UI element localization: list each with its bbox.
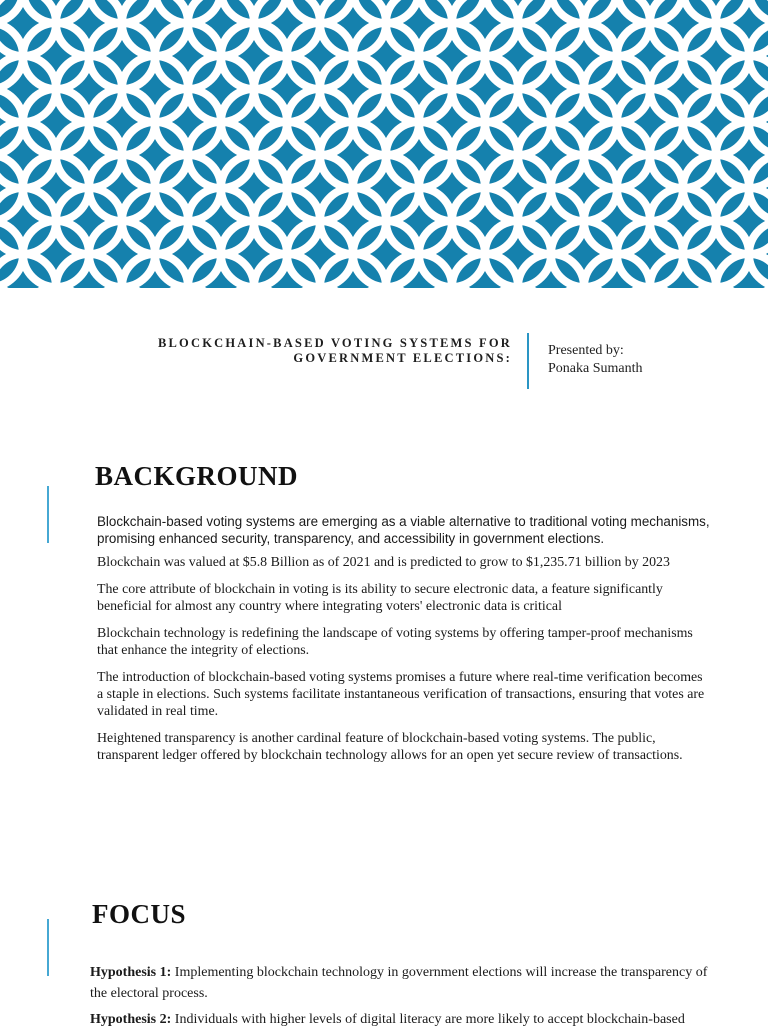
background-paragraph-3: The core attribute of blockchain in voting is its ability to secure electronic data, a feature significantly beneficial for almost any country where integrating voters' electronic data is critical — [97, 582, 663, 614]
background-paragraph-2: Blockchain was valued at $5.8 Billion as of 2021 and is predicted to grow to $1,235.71 billion by 2023 — [97, 555, 670, 570]
hypothesis-text: Individuals with higher levels of digital literacy are more likely to accept blockchain-based — [171, 1012, 685, 1027]
focus-heading: FOCUS — [92, 899, 187, 929]
title-line-1: BLOCKCHAIN-BASED VOTING SYSTEMS FOR — [157, 336, 512, 350]
background-heading: BACKGROUND — [95, 461, 299, 491]
background-accent-bar — [47, 486, 49, 543]
hypothesis-item — [90, 962, 720, 1004]
background-body — [97, 513, 712, 772]
pattern-banner — [0, 0, 768, 288]
focus-body — [90, 962, 720, 1035]
interlocking-circles-pattern-icon — [0, 0, 768, 288]
hypothesis-label: Hypothesis 2: — [90, 1012, 172, 1027]
presenter-name: Ponaka Sumanth — [548, 361, 643, 376]
presenter-label: Presented by: — [548, 343, 624, 358]
focus-accent-bar — [47, 919, 49, 976]
hypothesis-text: Implementing blockchain technology in government elections will increase the transparency of the electoral process. — [90, 965, 708, 1001]
title-line-2: GOVERNMENT ELECTIONS: — [293, 351, 512, 365]
hypothesis-item — [90, 1009, 720, 1030]
presenter-block — [548, 342, 643, 378]
title-divider — [527, 333, 529, 389]
background-paragraph-1: Blockchain-based voting systems are emerging as a viable alternative to traditional voting mechanisms, promising enhanced security, transparency, and accessibility in government elections. — [97, 514, 710, 546]
background-paragraph-4: Blockchain technology is redefining the landscape of voting systems by offering tamper-proof mechanisms that enhance the integrity of elections. — [97, 626, 693, 658]
hypothesis-label: Hypothesis 1: — [90, 965, 172, 980]
background-paragraph-6: Heightened transparency is another cardinal feature of blockchain-based voting systems. The public, transparent ledger offered by blockchain technology allows for an open yet secure review of transactions. — [97, 731, 683, 763]
presentation-title — [100, 336, 512, 366]
background-paragraph-5: The introduction of blockchain-based voting systems promises a future where real-time verification becomes a staple in elections. Such systems facilitate instantaneous verification of transactions, ensuring that votes are validated in real time. — [97, 670, 705, 719]
